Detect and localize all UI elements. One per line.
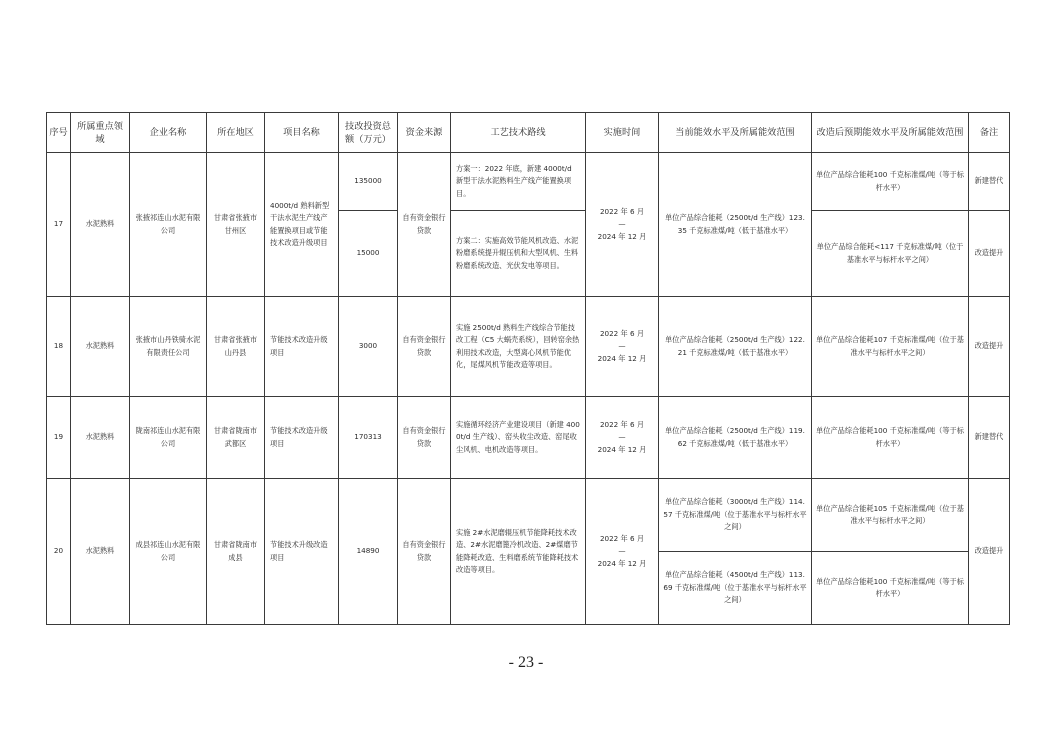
row-number: 18 (47, 297, 71, 397)
time-end: 2024 年 12 月 (597, 353, 647, 363)
header-cell: 企业名称 (130, 113, 207, 153)
investment-cell: 135000 (339, 153, 398, 211)
region-cell: 甘肃省陇南市武都区 (207, 397, 265, 479)
time-separator: — (618, 219, 626, 229)
header-cell: 工艺技术路线 (451, 113, 586, 153)
company-cell: 张掖祁连山水泥有限公司 (130, 153, 207, 297)
current-efficiency-cell: 单位产品综合能耗（2500t/d 生产线）122.21 千克标准煤/吨（低于基准水平） (659, 297, 812, 397)
expected-efficiency-cell: 单位产品综合能耗105 千克标准煤/吨（位于基准水平与标杆水平之间） (812, 479, 969, 552)
current-efficiency-cell: 单位产品综合能耗（2500t/d 生产线）123.35 千克标准煤/吨（低于基准水平） (659, 153, 812, 297)
row-number: 17 (47, 153, 71, 297)
investment-cell: 14890 (339, 479, 398, 625)
time-start: 2022 年 6 月 (599, 533, 645, 543)
region-cell: 甘肃省张掖市甘州区 (207, 153, 265, 297)
remark-cell: 改造提升 (969, 211, 1010, 297)
investment-cell: 3000 (339, 297, 398, 397)
time-cell (586, 397, 659, 479)
time-separator: — (618, 432, 626, 442)
region-cell: 甘肃省张掖市山丹县 (207, 297, 265, 397)
expected-efficiency-cell: 单位产品综合能耗100 千克标准煤/吨（等于标杆水平） (812, 397, 969, 479)
time-end: 2024 年 12 月 (597, 558, 647, 568)
time-start: 2022 年 6 月 (599, 328, 645, 338)
row-number: 20 (47, 479, 71, 625)
table-row (47, 153, 1010, 211)
header-cell: 所在地区 (207, 113, 265, 153)
project-cell: 节能技术改造升级项目 (265, 397, 339, 479)
remark-cell: 改造提升 (969, 479, 1010, 625)
time-separator: — (618, 341, 626, 351)
header-cell: 所属重点领域 (71, 113, 130, 153)
company-cell: 张掖市山丹铁骑水泥有限责任公司 (130, 297, 207, 397)
fund-cell: 自有资金银行贷款 (398, 297, 451, 397)
company-cell: 陇南祁连山水泥有限公司 (130, 397, 207, 479)
time-cell (586, 479, 659, 625)
row-number: 19 (47, 397, 71, 479)
route-cell: 实施循环经济产业建设项目（新建 4000t/d 生产线）、窑头收尘改造、窑尾收尘风机、电机改造等项目。 (451, 397, 586, 479)
remark-cell: 新建替代 (969, 397, 1010, 479)
expected-efficiency-cell: 单位产品综合能耗107 千克标准煤/吨（位于基准水平与标杆水平之间） (812, 297, 969, 397)
project-cell: 节能技术改造升级项目 (265, 297, 339, 397)
project-cell: 节能技术升级改造项目 (265, 479, 339, 625)
remark-cell: 改造提升 (969, 297, 1010, 397)
expected-efficiency-cell: 单位产品综合能耗<117 千克标准煤/吨（位于基准水平与标杆水平之间） (812, 211, 969, 297)
time-cell (586, 297, 659, 397)
time-end: 2024 年 12 月 (597, 444, 647, 454)
region-cell: 甘肃省陇南市成县 (207, 479, 265, 625)
time-start: 2022 年 6 月 (599, 206, 645, 216)
header-cell: 实施时间 (586, 113, 659, 153)
fund-cell: 自有资金银行贷款 (398, 397, 451, 479)
project-table (46, 112, 1010, 625)
current-efficiency-cell: 单位产品综合能耗（3000t/d 生产线）114.57 千克标准煤/吨（位于基准水平与标杆水平之间） (659, 479, 812, 552)
table-row (47, 297, 1010, 397)
header-cell: 项目名称 (265, 113, 339, 153)
field-cell: 水泥熟料 (71, 297, 130, 397)
field-cell: 水泥熟料 (71, 153, 130, 297)
table-row (47, 397, 1010, 479)
current-efficiency-cell: 单位产品综合能耗（4500t/d 生产线）113.69 千克标准煤/吨（位于基准水平与标杆水平之间） (659, 552, 812, 625)
expected-efficiency-cell: 单位产品综合能耗100 千克标准煤/吨（等于标杆水平） (812, 153, 969, 211)
project-cell: 4000t/d 熟料新型干法水泥生产线产能置换项目或节能技术改造升级项目 (265, 153, 339, 297)
time-cell (586, 153, 659, 297)
header-cell: 改造后预期能效水平及所属能效范围 (812, 113, 969, 153)
investment-cell: 170313 (339, 397, 398, 479)
fund-cell: 自有资金银行贷款 (398, 479, 451, 625)
field-cell: 水泥熟料 (71, 397, 130, 479)
investment-cell: 15000 (339, 211, 398, 297)
table-row (47, 479, 1010, 552)
header-cell: 序号 (47, 113, 71, 153)
remark-cell: 新建替代 (969, 153, 1010, 211)
route-cell: 实施 2500t/d 熟料生产线综合节能技改工程（C5 大蜗壳系统），回转窑余热利用技术改造，大型离心风机节能优化，尾煤风机节能改造等项目。 (451, 297, 586, 397)
header-cell: 当前能效水平及所属能效范围 (659, 113, 812, 153)
time-start: 2022 年 6 月 (599, 419, 645, 429)
route-cell: 方案一：2022 年底，新建 4000t/d 新型干法水泥熟料生产线产能置换项目。 (451, 153, 586, 211)
route-cell: 实施 2#水泥磨辊压机节能降耗技术改造、2#水泥磨篦冷机改造、2#煤磨节能降耗改造、生料磨系统节能降耗技术改造等项目。 (451, 479, 586, 625)
fund-cell: 自有资金银行贷款 (398, 153, 451, 297)
page-number: - 23 - (508, 654, 544, 671)
expected-efficiency-cell: 单位产品综合能耗100 千克标准煤/吨（等于标杆水平） (812, 552, 969, 625)
header-cell: 资金来源 (398, 113, 451, 153)
time-end: 2024 年 12 月 (597, 231, 647, 241)
time-separator: — (618, 546, 626, 556)
header-cell: 技改投资总额（万元） (339, 113, 398, 153)
company-cell: 成县祁连山水泥有限公司 (130, 479, 207, 625)
header-cell: 备注 (969, 113, 1010, 153)
route-cell: 方案二：实施高效节能风机改造、水泥粉磨系统提升辊压机和大型风机、生料粉磨系统改造、光伏发电等项目。 (451, 211, 586, 297)
field-cell: 水泥熟料 (71, 479, 130, 625)
header-row (47, 113, 1010, 153)
current-efficiency-cell: 单位产品综合能耗（2500t/d 生产线）119.62 千克标准煤/吨（低于基准水平） (659, 397, 812, 479)
